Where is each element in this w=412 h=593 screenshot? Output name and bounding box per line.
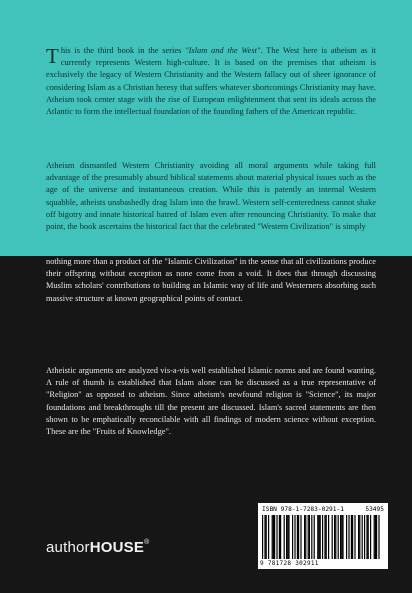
barcode-bar: [266, 515, 267, 559]
barcode-bar: [311, 515, 312, 559]
publisher-logo: [46, 539, 149, 556]
barcode-bar: [334, 515, 335, 559]
barcode-bar: [332, 515, 333, 559]
logo-house: HOUSE: [89, 539, 145, 556]
barcode-bar: [317, 515, 318, 559]
barcode-bar: [340, 515, 341, 559]
barcode-bar: [375, 515, 376, 559]
barcode-bar: [351, 515, 352, 559]
barcode-bar: [264, 515, 265, 559]
intro-rest: . The West here is atheism as it currently represents Western high-culture. It is based on the premises that atheism is exclusively the legacy of Western Christianity and the Western fallacy out of sheer ignorance of considering Islam as a Christian heresy that suffers whatever shortcomings Christianity may have. Atheism took center stage with the rise of European enlightenment that sent its ideals across the Atlantic to form the intellectual foundation of the founding fathers of the American republic.: [46, 46, 377, 117]
paragraph-atheism: Atheism dismantled Western Christianity avoiding all moral arguments while taking full advantage of the presumably absurd biblical statements about material physical issues such as the age of the universe and instantaneous creation. While this is patently an internal Western squabble, atheists unabashedly drag Islam into the brawl. Western self-centeredness cannot shake off bigotry and innate historical hatred of Islam even after renouncing Christianity. To make that point, the book ascertains the historical fact that the celebrated "Western Civilization" is simply: [46, 161, 376, 232]
logo-author: author: [46, 539, 90, 556]
barcode-bar: [288, 515, 289, 559]
barcode-bar: [322, 515, 323, 559]
barcode-bar: [262, 515, 263, 559]
barcode-bar: [354, 515, 355, 559]
barcode-bar: [370, 515, 371, 559]
barcode-bar: [320, 515, 321, 559]
barcode-bar: [305, 515, 306, 559]
barcode-bar: [341, 515, 342, 559]
barcode-bar: [309, 515, 310, 559]
isbn-line: [262, 506, 384, 513]
intro-lead: his is the third book in the series: [60, 46, 186, 55]
barcode-bar: [376, 515, 377, 559]
barcode-bar: [304, 515, 305, 559]
barcode-bar: [272, 515, 273, 559]
barcode-bar: [268, 515, 269, 559]
barcode-bar: [364, 515, 365, 559]
paragraph-atheism-continued: nothing more than a product of the "Islamic Civilization" in the sense that all civilizations produce their offspring without exception as none come from a void. It does that through discussing Muslim scholars' contributions to building an Islamic way of life and Westerners absorbing such massive structure at known geographical points of contact.: [46, 257, 376, 303]
barcode-bar: [358, 515, 359, 559]
barcode-bar: [348, 515, 349, 559]
barcode-bar: [362, 515, 363, 559]
barcode-bar: [279, 515, 280, 559]
isbn-number: ISBN 978-1-7283-0291-1: [262, 506, 344, 513]
barcode-bar: [300, 515, 301, 559]
barcode-bar: [314, 515, 315, 559]
barcode-bar: [378, 515, 379, 559]
barcode-bar: [276, 515, 277, 559]
barcode-bar: [308, 515, 309, 559]
barcode-bar: [292, 515, 293, 559]
price-code: 53495: [365, 506, 384, 513]
barcode-bar: [324, 515, 325, 559]
paragraph-arguments: Atheistic arguments are analyzed vis-a-vis well established Islamic norms and are found wanting. A rule of thumb is established that Islam alone can be discussed as a true representative of "Religion" as opposed to atheism. Since atheism's newfound religion is "Science", its major foundations and breakthroughs till the present are discussed. Islam's sacred statements are then shown to be emphatically reconcilable with all findings of modern science without exception. These are the "Fruits of Knowledge".: [46, 366, 376, 437]
barcode-bar: [297, 515, 298, 559]
barcode-bar: [366, 515, 367, 559]
barcode-bar: [335, 515, 336, 559]
barcode-bar: [318, 515, 319, 559]
barcode-bar: [359, 515, 360, 559]
series-title: "Islam and the West": [185, 46, 261, 55]
drop-cap: T: [46, 44, 59, 68]
isbn-barcode: [258, 503, 388, 569]
barcode-bar: [273, 515, 274, 559]
logo-registered-mark: ®: [144, 539, 150, 546]
barcode-bar: [284, 515, 285, 559]
barcode-bar: [280, 515, 281, 559]
barcode-bar: [368, 515, 369, 559]
barcode-digits: 9 781728 302911: [260, 560, 319, 567]
paragraph-intro: [46, 45, 376, 118]
barcode-bar: [338, 515, 339, 559]
barcode-bar: [346, 515, 347, 559]
barcode-bar: [274, 515, 275, 559]
barcode-bar: [374, 515, 375, 559]
barcode-bar: [342, 515, 343, 559]
barcode-bar: [286, 515, 287, 559]
barcode-bar: [352, 515, 353, 559]
barcode-bar: [326, 515, 327, 559]
barcode-bar: [298, 515, 299, 559]
barcode-bar: [287, 515, 288, 559]
barcode-bar: [294, 515, 295, 559]
barcode-bars: [262, 515, 384, 559]
barcode-bar: [328, 515, 329, 559]
